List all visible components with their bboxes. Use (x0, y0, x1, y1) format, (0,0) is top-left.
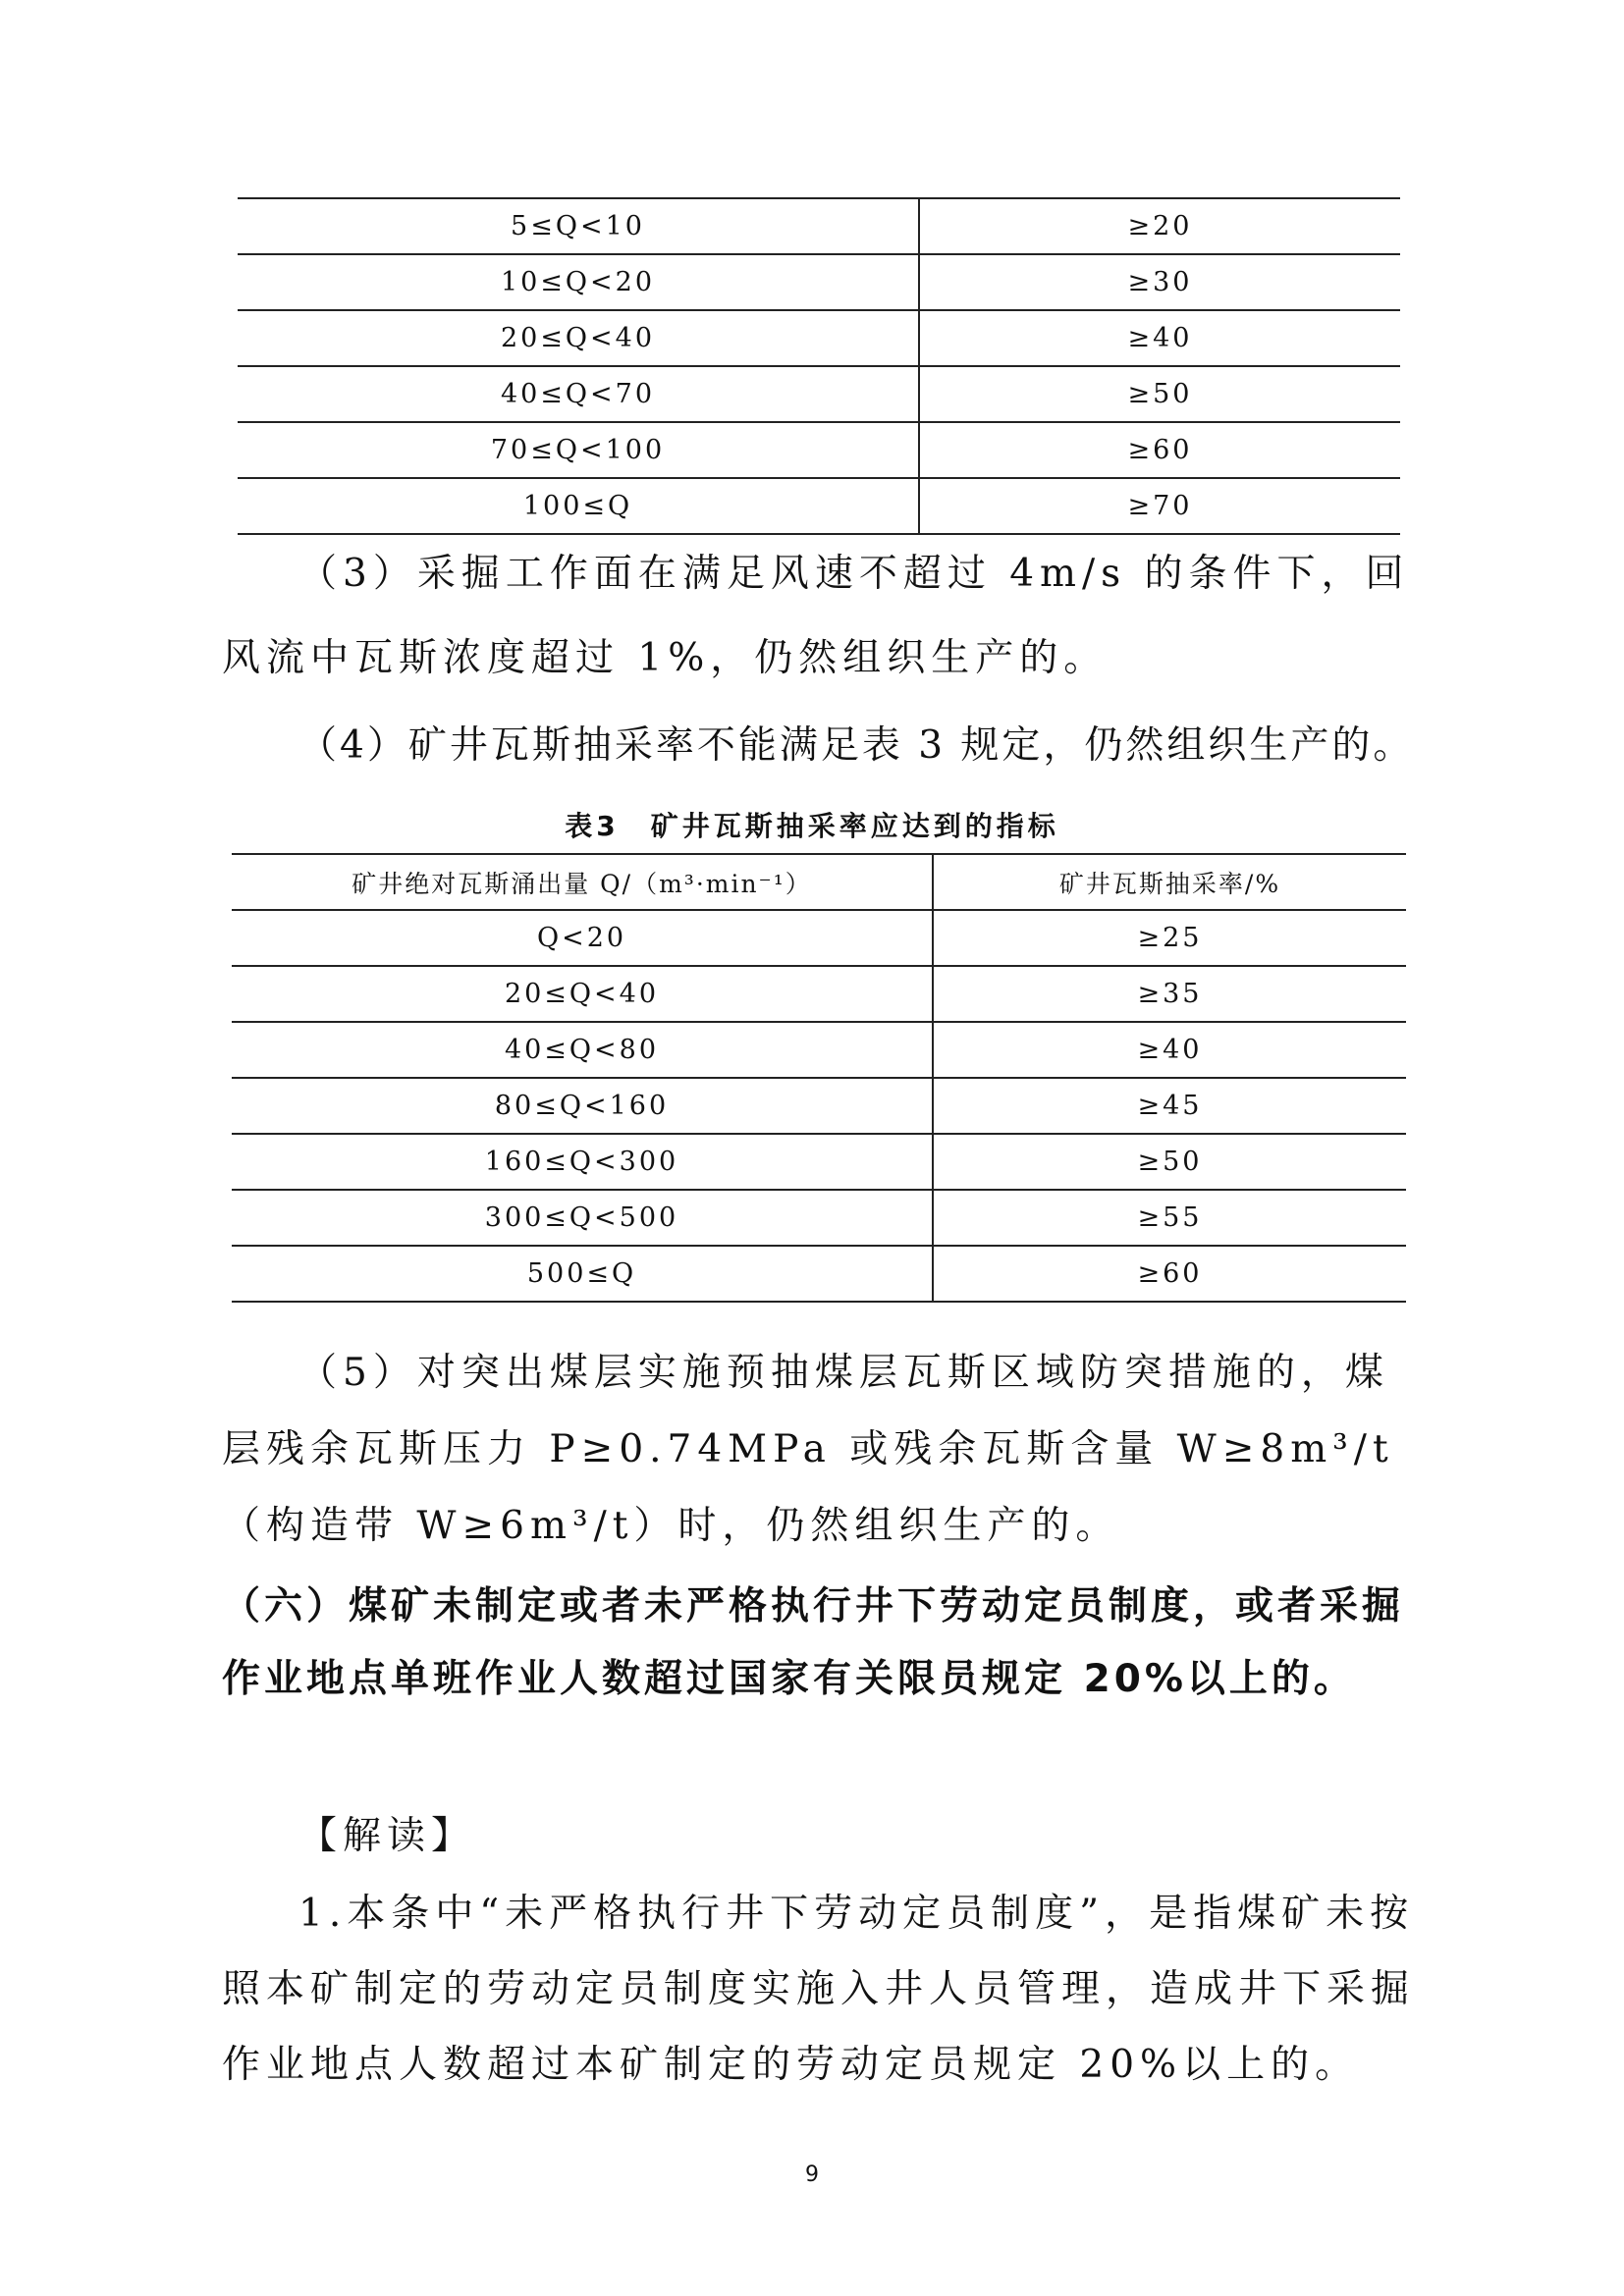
table-caption: 表3 矿井瓦斯抽采率应达到的指标 (565, 810, 1059, 842)
table-cell: 100≤Q (238, 478, 919, 534)
table-cell: Q<20 (232, 910, 933, 966)
table-row (238, 478, 1400, 534)
table-row (238, 366, 1400, 422)
table-cell: 300≤Q<500 (232, 1190, 933, 1246)
table-cell: ≥70 (919, 478, 1400, 534)
table-cell: ≥20 (919, 198, 1400, 254)
table-cell: ≥35 (933, 966, 1406, 1022)
heading-6: （六）煤矿未制定或者未严格执行井下劳动定员制度，或者采掘作业地点单班作业人数超过国家有关限员规定 20%以上的。 (222, 1584, 1405, 1701)
paragraph-item-1: 1.本条中“未严格执行井下劳动定员制度”，是指煤矿未按照本矿制定的劳动定员制度实施入井人员管理，造成井下采掘作业地点人数超过本矿制定的劳动定员规定 20%以上的。 (222, 1892, 1416, 2087)
table-row (232, 966, 1406, 1022)
paragraph-5: （5）对突出煤层实施预抽煤层瓦斯区域防突措施的，煤层残余瓦斯压力 P≥0.74MPa 或残余瓦斯含量 W≥8m³/t（构造带 W≥6m³/t）时，仍然组织生产的。 (222, 1351, 1394, 1548)
table-cell: 70≤Q<100 (238, 422, 919, 478)
table-cell: 10≤Q<20 (238, 254, 919, 310)
table-cell: ≥45 (933, 1078, 1406, 1134)
table-cell: ≥50 (919, 366, 1400, 422)
table-row (238, 254, 1400, 310)
table-cell: ≥60 (933, 1246, 1406, 1302)
table-cell: ≥30 (919, 254, 1400, 310)
table-cell: 40≤Q<70 (238, 366, 919, 422)
table-cell: ≥50 (933, 1134, 1406, 1190)
table-cell: 500≤Q (232, 1246, 933, 1302)
table-cell: 80≤Q<160 (232, 1078, 933, 1134)
table-row (232, 1078, 1406, 1134)
table-row (238, 422, 1400, 478)
table-cell: 20≤Q<40 (238, 310, 919, 366)
paragraph-4: （4）矿井瓦斯抽采率不能满足表 3 规定，仍然组织生产的。 (298, 723, 1415, 768)
table-header-cell: 矿井绝对瓦斯涌出量 Q/（m³·min⁻¹） (232, 854, 933, 910)
table-header-cell: 矿井瓦斯抽采率/% (933, 854, 1406, 910)
table-row (232, 1022, 1406, 1078)
table-cell: 5≤Q<10 (238, 198, 919, 254)
table-row (232, 1190, 1406, 1246)
table-cell: ≥40 (933, 1022, 1406, 1078)
table-row (232, 910, 1406, 966)
table-3 (232, 853, 1406, 1303)
table-cell: ≥60 (919, 422, 1400, 478)
table-cell: ≥25 (933, 910, 1406, 966)
table-row (232, 1246, 1406, 1302)
table-row (238, 310, 1400, 366)
table-cell: 160≤Q<300 (232, 1134, 933, 1190)
table-row (238, 198, 1400, 254)
table-row (232, 1134, 1406, 1190)
paragraph-3: （3）采掘工作面在满足风速不超过 4m/s 的条件下，回风流中瓦斯浓度超过 1%，仍然组织生产的。 (222, 552, 1410, 680)
table-cell: ≥55 (933, 1190, 1406, 1246)
interpretation-label: 【解读】 (298, 1814, 476, 1858)
table-cell: 20≤Q<40 (232, 966, 933, 1022)
table-top (238, 197, 1400, 535)
table-cell: 40≤Q<80 (232, 1022, 933, 1078)
table-cell: ≥40 (919, 310, 1400, 366)
table-header-row (232, 854, 1406, 910)
page-number: 9 (805, 2163, 819, 2187)
